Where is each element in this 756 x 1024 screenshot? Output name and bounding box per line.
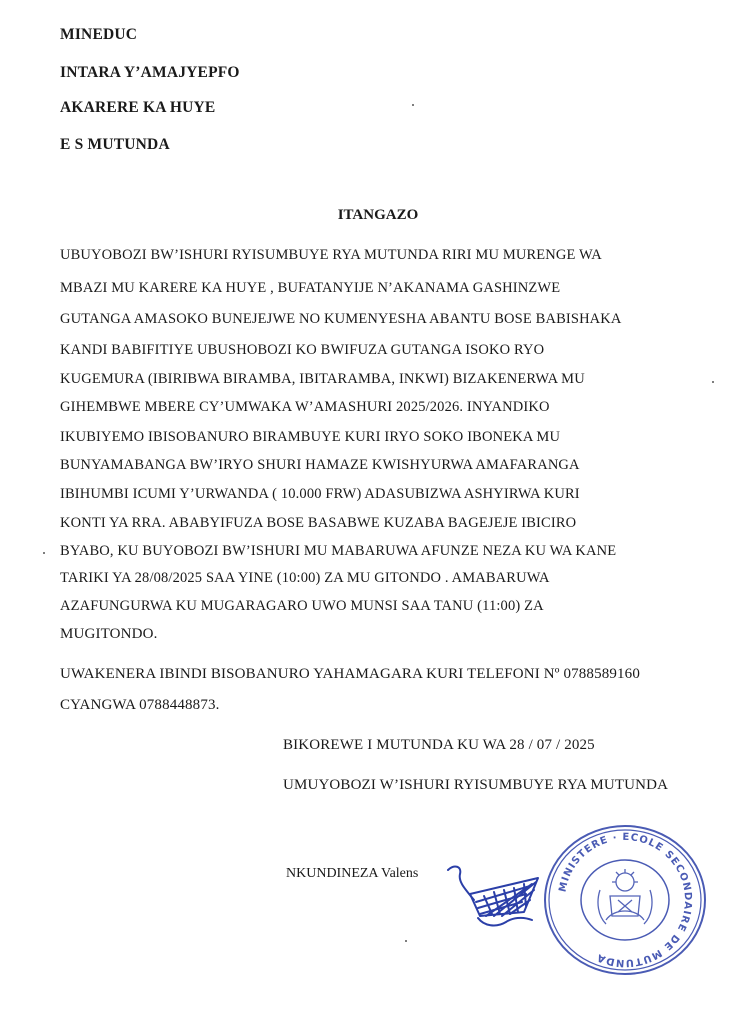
body-line: GUTANGA AMASOKO BUNEJEJWE NO KUMENYESHA ABANTU BOSE BABISHAKA: [60, 311, 622, 327]
svg-text:MINISTERE · ECOLE SECONDAIRE D: [557, 832, 693, 968]
school-stamp: [540, 820, 710, 980]
contact-line: UWAKENERA IBINDI BISOBANURO YAHAMAGARA KURI TELEFONI Nº 0788589160: [60, 666, 640, 682]
contact-line: CYANGWA 0788448873.: [60, 697, 220, 713]
body-line: IBIHUMBI ICUMI Y’URWANDA ( 10.000 FRW) ADASUBIZWA ASHYIRWA KURI: [60, 486, 580, 502]
body-line: IKUBIYEMO IBISOBANURO BIRAMBUYE KURI IRYO SOKO IBONEKA MU: [60, 429, 561, 445]
body-line: KONTI YA RRA. ABABYIFUZA BOSE BASABWE KUZABA BAGEJEJE IBICIRO: [60, 515, 577, 531]
body-line: UBUYOBOZI BW’ISHURI RYISUMBUYE RYA MUTUNDA RIRI MU MURENGE WA: [60, 247, 602, 263]
signing-date: BIKOREWE I MUTUNDA KU WA 28 / 07 / 2025: [283, 737, 595, 753]
scan-speck: [412, 104, 414, 106]
body-line: BYABO, KU BUYOBOZI BW’ISHURI MU MABARUWA AFUNZE NEZA KU WA KANE: [60, 543, 617, 559]
header-school: E S MUTUNDA: [60, 136, 170, 153]
scan-speck: [712, 381, 714, 383]
header-ministry: MINEDUC: [60, 26, 138, 43]
header-district: AKARERE KA HUYE: [60, 99, 216, 116]
body-line: MBAZI MU KARERE KA HUYE , BUFATANYIJE N’AKANAMA GASHINZWE: [60, 280, 561, 296]
signer-role: UMUYOBOZI W’ISHURI RYISUMBUYE RYA MUTUNDA: [283, 777, 669, 793]
scan-speck: [43, 552, 45, 554]
stamp-ring-text: MINISTERE · ECOLE SECONDAIRE DE MUTUNDA: [557, 831, 694, 969]
announcement-title: ITANGAZO: [337, 207, 419, 223]
body-line: BUNYAMABANGA BW’IRYO SHURI HAMAZE KWISHYURWA AMAFARANGA: [60, 457, 580, 473]
scan-speck: [405, 940, 407, 942]
body-line: GIHEMBWE MBERE CY’UMWAKA W’AMASHURI 2025/2026. INYANDIKO: [60, 399, 550, 415]
signer-name: NKUNDINEZA Valens: [286, 866, 419, 881]
header-province: INTARA Y’AMAJYEPFO: [60, 64, 240, 81]
body-line: KANDI BABIFITIYE UBUSHOBOZI KO BWIFUZA GUTANGA ISOKO RYO: [60, 342, 545, 358]
body-line: AZAFUNGURWA KU MUGARAGARO UWO MUNSI SAA TANU (11:00) ZA: [60, 598, 544, 614]
body-line: KUGEMURA (IBIRIBWA BIRAMBA, IBITARAMBA, INKWI) BIZAKENERWA MU: [60, 371, 585, 387]
handwritten-signature: [440, 856, 550, 936]
body-line: TARIKI YA 28/08/2025 SAA YINE (10:00) ZA MU GITONDO . AMABARUWA: [60, 570, 550, 586]
body-line: MUGITONDO.: [60, 626, 158, 642]
